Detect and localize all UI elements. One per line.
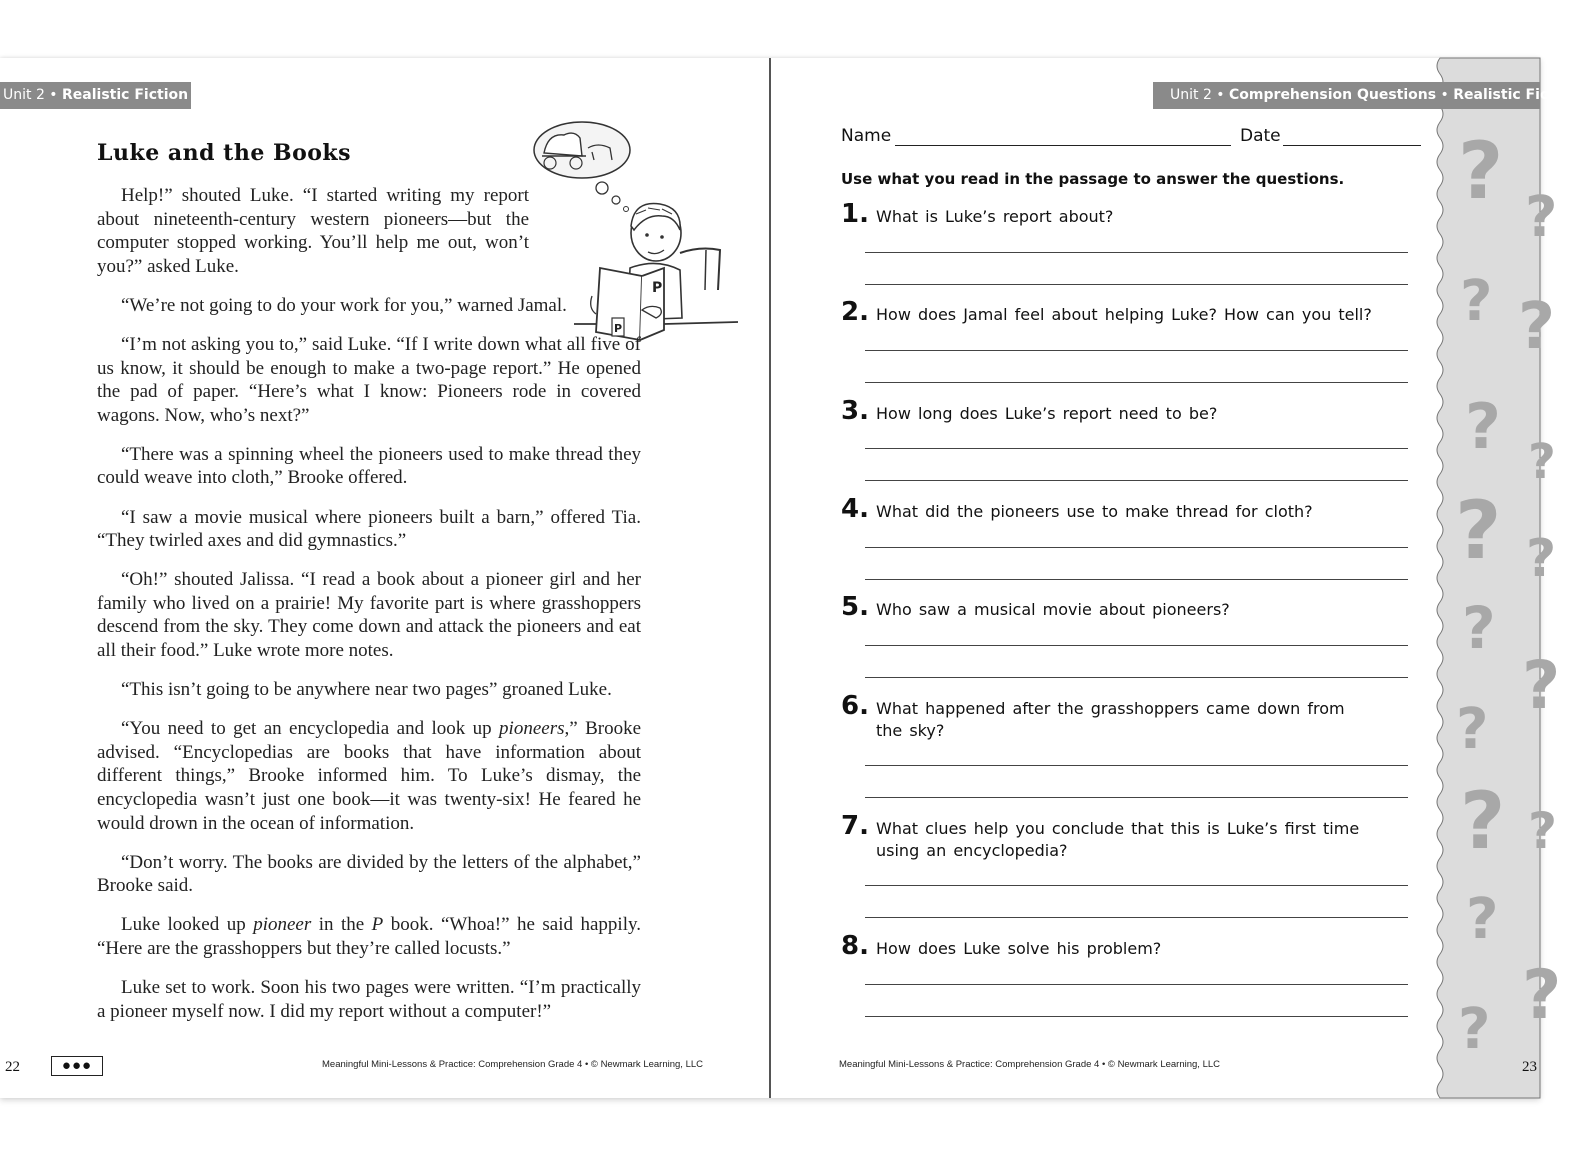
question-number: 3.	[841, 396, 869, 426]
svg-text:?: ?	[1460, 269, 1493, 334]
unit-label: Unit 2	[1170, 87, 1212, 103]
answer-line[interactable]	[865, 350, 1408, 351]
svg-text:?: ?	[1460, 777, 1506, 867]
question-number: 7.	[841, 811, 869, 841]
footer-credit: Meaningful Mini-Lessons & Practice: Comprehension Grade 4 • © Newmark Learning, LLC	[839, 1059, 1221, 1070]
svg-text:?: ?	[1518, 290, 1556, 364]
footer-credit: Meaningful Mini-Lessons & Practice: Comprehension Grade 4 • © Newmark Learning, LLC	[322, 1059, 704, 1070]
svg-text:?: ?	[1522, 956, 1562, 1035]
tab-separator: •	[1211, 87, 1230, 103]
question-number: 1.	[841, 199, 869, 229]
answer-line[interactable]	[865, 765, 1408, 766]
question-text: What happened after the grasshoppers came down from the sky?	[876, 699, 1345, 740]
name-field[interactable]	[895, 145, 1231, 146]
paragraph: Help!” shouted Luke. “I started writing my report about nineteenth-century western pioneers—but the computer stopped working. You’ll help me out, won’t you?” asked Luke.	[97, 185, 529, 277]
question-text: What clues help you conclude that this is Luke’s first time using an encyclopedia?	[876, 819, 1360, 860]
answer-line[interactable]	[865, 382, 1408, 383]
answer-line[interactable]	[865, 448, 1408, 449]
question-text: How long does Luke’s report need to be?	[876, 404, 1218, 423]
italic-term: pioneers	[499, 718, 565, 740]
book-letter-front: P	[652, 280, 663, 296]
section-label: Comprehension Questions	[1229, 87, 1437, 103]
genre-label: Realistic Fiction I	[1453, 87, 1589, 103]
svg-text:?: ?	[1466, 887, 1499, 952]
question-text: How does Jamal feel about helping Luke? How can you tell?	[876, 305, 1372, 324]
unit-label: Unit 2	[3, 87, 45, 103]
question-mark-pattern	[1440, 58, 1562, 1098]
right-page	[771, 58, 1589, 1098]
question-text: What did the pioneers use to make thread for cloth?	[876, 502, 1313, 521]
answer-line[interactable]	[865, 984, 1408, 985]
text-run: ,” Brooke advised. “Encyclopedias are books that have information about different things,” Brooke informed him. To Luke’s dismay, the encyclopedia wasn’t just one book—it was twenty-six! He feared he would drown in the ocean of information.	[97, 718, 641, 834]
answer-line[interactable]	[865, 1016, 1408, 1017]
date-field[interactable]	[1283, 145, 1421, 146]
answer-line[interactable]	[865, 645, 1408, 646]
answer-line[interactable]	[865, 885, 1408, 886]
italic-term: P	[371, 914, 384, 936]
paragraph: “I saw a movie musical where pioneers built a barn,” offered Tia. “They twirled axes and did gymnastics.”	[97, 506, 641, 552]
paragraph: Luke set to work. Soon his two pages were written. “I’m practically a pioneer myself now. I did my report without a computer!”	[97, 977, 641, 1022]
genre-label: Realistic Fiction I	[62, 87, 199, 103]
paragraph	[97, 913, 641, 960]
left-page	[0, 58, 770, 1098]
page-number: 22	[5, 1059, 20, 1075]
answer-line[interactable]	[865, 677, 1408, 678]
level-indicator: ●●●	[51, 1056, 103, 1076]
paragraph: “Don’t worry. The books are divided by the letters of the alphabet,” Brooke said.	[97, 851, 641, 897]
paragraph: “Oh!” shouted Jalissa. “I read a book about a pioneer girl and her family who lived on a prairie! My favorite part is where grasshoppers descend from the sky. They come down and attack the pioneers and eat all their food.” Luke wrote more notes.	[97, 569, 641, 661]
svg-text:?: ?	[1528, 802, 1558, 860]
answer-line[interactable]	[865, 480, 1408, 481]
question-text: How does Luke solve his problem?	[876, 939, 1162, 958]
paragraph	[97, 717, 641, 835]
instructions: Use what you read in the passage to answer the questions.	[841, 170, 1345, 188]
text-run: Luke looked up	[121, 914, 254, 936]
tab-separator: •	[44, 87, 63, 103]
question-text: Who saw a musical movie about pioneers?	[876, 600, 1230, 619]
paragraph: “We’re not going to do your work for you,” warned Jamal.	[121, 294, 567, 316]
question-number: 8.	[841, 931, 869, 961]
text-run: book. “Whoa!” he said happily. “Here are the grasshoppers but they’re called locusts.”	[97, 914, 641, 959]
paragraph: “This isn’t going to be anywhere near two pages” groaned Luke.	[121, 679, 612, 701]
date-label: Date	[1240, 126, 1281, 146]
svg-text:?: ?	[1528, 434, 1556, 490]
tab-separator: •	[1436, 87, 1454, 103]
italic-term: pioneer	[253, 914, 312, 936]
svg-text:?: ?	[1458, 997, 1491, 1062]
svg-text:?: ?	[1465, 390, 1501, 463]
answer-line[interactable]	[865, 797, 1408, 798]
question-number: 5.	[841, 592, 869, 622]
paragraph: “There was a spinning wheel the pioneers used to make thread they could weave into cloth,” Brooke offered.	[97, 443, 641, 489]
svg-text:?: ?	[1462, 594, 1496, 662]
answer-line[interactable]	[865, 252, 1408, 253]
story-text	[97, 184, 641, 1039]
name-label: Name	[841, 126, 892, 146]
question-number: 4.	[841, 494, 869, 524]
page-number: 23	[1522, 1059, 1537, 1075]
text-run: “You need to get an encyclopedia and look up	[121, 718, 500, 740]
answer-line[interactable]	[865, 917, 1408, 918]
book-letter-spine: P	[614, 322, 623, 335]
svg-text:?: ?	[1526, 529, 1557, 589]
paragraph: “I’m not asking you to,” said Luke. “If I write down what all five of us know, it should be enough to make a two-page report.” He opened the pad of paper. “Here’s what I know: Pioneers rode in covered wagons. Now, who’s next?”	[97, 333, 641, 426]
question-number: 2.	[841, 297, 869, 327]
book-spread	[0, 58, 1589, 1098]
svg-text:?: ?	[1458, 127, 1504, 217]
svg-text:?: ?	[1525, 185, 1558, 250]
unit-tab	[1153, 82, 1589, 109]
name-date-row	[841, 126, 1421, 150]
answer-line[interactable]	[865, 579, 1408, 580]
answer-line[interactable]	[865, 547, 1408, 548]
question-number: 6.	[841, 691, 869, 721]
answer-line[interactable]	[865, 284, 1408, 285]
svg-text:?: ?	[1522, 647, 1561, 724]
text-run: in the	[311, 914, 372, 936]
svg-text:?: ?	[1456, 697, 1489, 762]
story-title: Luke and the Books	[97, 140, 352, 166]
unit-tab	[0, 82, 199, 109]
svg-text:?: ?	[1455, 484, 1502, 577]
question-text: What is Luke’s report about?	[876, 207, 1114, 226]
